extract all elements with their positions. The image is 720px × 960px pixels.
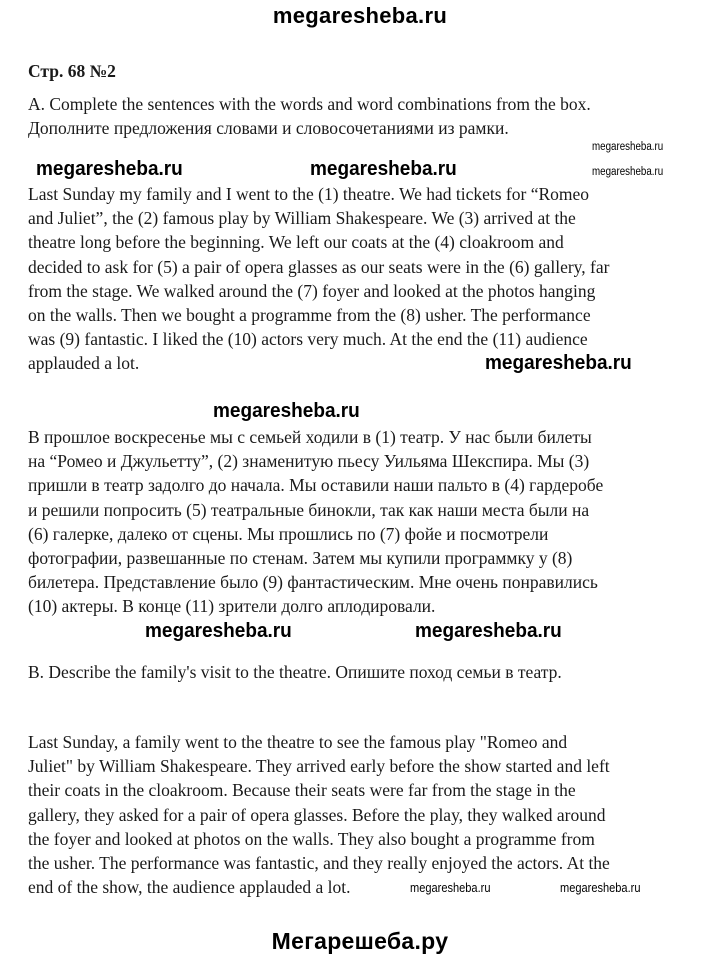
text-line: В прошлое воскресенье мы с семьей ходили в (1) театр. У нас были билеты (28, 427, 592, 447)
text-line: their coats in the cloakroom. Because their seats were far from the stage in the (28, 780, 576, 801)
page-heading: Стр. 68 №2 (28, 61, 116, 81)
text-line: the usher. The performance was fantastic, and they really enjoyed the actors. At the (28, 853, 610, 874)
text-line: Last Sunday my family and I went to the (1) theatre. We had tickets for “Romeo (28, 184, 590, 204)
answer-b-text (28, 730, 610, 899)
text-line: theatre long before the beginning. We left our coats at the (4) cloakroom and (28, 232, 564, 253)
text-line: пришли в театр задолго до начала. Мы оставили наши пальто в (4) гардеробе (28, 475, 604, 496)
text-line: на “Ромео и Джульетту”, (2) знаменитую пьесу Уильяма Шекспира. Мы (3) (28, 451, 590, 472)
watermark-mid: megaresheba.ru (415, 620, 562, 642)
text-line: Last Sunday, a family went to the theatre to see the famous play "Romeo and (28, 732, 568, 752)
watermark-mid: megaresheba.ru (213, 400, 360, 422)
text-line: decided to ask for (5) a pair of opera glasses as our seats were in the (6) gallery, far (28, 256, 610, 277)
text-line: gallery, they asked for a pair of opera glasses. Before the play, they walked around (28, 804, 606, 825)
watermark-small: megaresheba.ru (592, 166, 664, 178)
text-line: фотографии, развешанные по стенам. Затем мы купили программку у (8) (28, 548, 573, 569)
task-b-line: B. Describe the family's visit to the theatre. Опишите поход семьи в театр. (28, 662, 562, 682)
watermark-mid: megaresheba.ru (485, 352, 632, 374)
russian-text (28, 425, 603, 619)
text-line: was (9) fantastic. I liked the (10) actors very much. At the end the (11) audience (28, 329, 588, 350)
watermark-mid: megaresheba.ru (310, 158, 457, 180)
text-line: билетера. Представление было (9) фантастическим. Мне очень понравились (28, 572, 598, 593)
watermark-mid: megaresheba.ru (36, 158, 183, 180)
text-line: from the stage. We walked around the (7) foyer and looked at the photos hanging (28, 280, 596, 301)
text-line: the foyer and looked at photos on the walls. They also bought a programme from (28, 828, 595, 849)
text-line: on the walls. Then we bought a programme from the (8) usher. The performance (28, 305, 591, 326)
watermark-mid: megaresheba.ru (145, 620, 292, 642)
text-line: applauded a lot. (28, 353, 140, 374)
text-line: (6) галерке, далеко от сцены. Мы прошлись по (7) фойе и посмотрели (28, 523, 549, 544)
watermark-small: megaresheba.ru (410, 880, 491, 895)
task-a-line: Дополните предложения словами и словосочетаниями из рамки. (28, 118, 509, 139)
text-line: Juliet" by William Shakespeare. They arrived early before the show started and left (28, 756, 610, 777)
text-line: end of the show, the audience applauded a lot. (28, 877, 351, 898)
text-line: и решили попросить (5) театральные бинокли, так как наши места были на (28, 499, 590, 520)
watermark-small: megaresheba.ru (560, 880, 641, 895)
task-a-instructions (28, 92, 591, 140)
text-line: (10) актеры. В конце (11) зрители долго аплодировали. (28, 596, 436, 617)
watermark-small: megaresheba.ru (592, 141, 664, 153)
english-text (28, 182, 609, 376)
text-line: and Juliet”, the (2) famous play by William Shakespeare. We (3) arrived at the (28, 208, 576, 229)
watermark-top[interactable]: megaresheba.ru (272, 3, 448, 28)
task-b-instructions (28, 660, 562, 684)
watermark-bottom[interactable]: Мегарешеба.ру (271, 928, 449, 954)
task-a-line: A. Complete the sentences with the words and word combinations from the box. (28, 94, 591, 114)
